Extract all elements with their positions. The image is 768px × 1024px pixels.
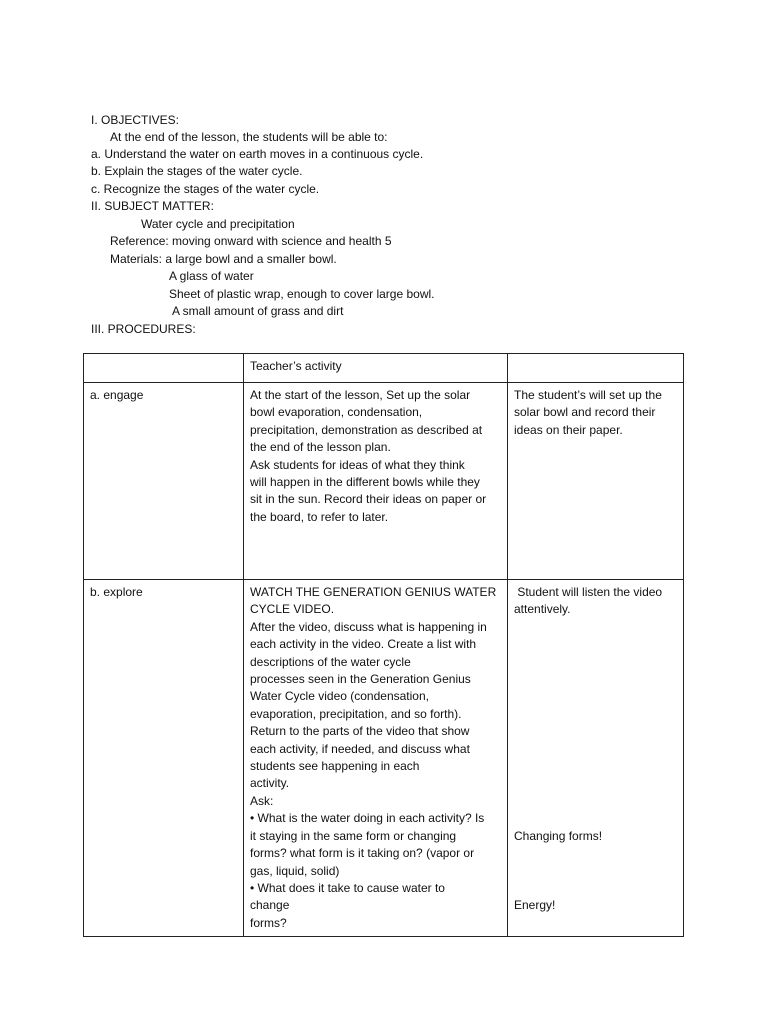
header-cell-student xyxy=(508,354,684,383)
teacher-activity-line: processes seen in the Generation Genius xyxy=(250,672,471,687)
teacher-activity-line: the board, to refer to later. xyxy=(250,509,389,524)
stage-label: b. explore xyxy=(90,585,143,599)
teacher-activity-line: change xyxy=(250,898,290,913)
teacher-activity-line: it staying in the same form or changing xyxy=(250,828,457,843)
procedures-table xyxy=(83,353,684,937)
objective-item: b. Explain the stages of the water cycle. xyxy=(91,164,303,178)
subject-matter-heading: II. SUBJECT MATTER: xyxy=(91,199,214,213)
student-activity-line: Student will listen the video xyxy=(514,585,663,599)
stage-cell xyxy=(84,383,244,580)
teacher-activity-cell xyxy=(244,580,508,937)
student-activity-cell xyxy=(508,580,684,937)
teacher-activity-line: CYCLE VIDEO. xyxy=(250,602,335,617)
subject-reference: Reference: moving onward with science and health 5 xyxy=(110,234,392,248)
teacher-activity-line: the end of the lesson plan. xyxy=(250,440,391,455)
header-cell-stage xyxy=(84,354,244,383)
objectives-intro: At the end of the lesson, the students will be able to: xyxy=(110,130,388,144)
table-row xyxy=(84,383,684,580)
teacher-activity-line: Return to the parts of the video that show xyxy=(250,724,470,739)
teacher-activity-line: bowl evaporation, condensation, xyxy=(250,405,423,420)
header-cell-teacher: Teacher’s activity xyxy=(244,354,508,383)
teacher-activity-line: activity. xyxy=(250,776,290,791)
objectives-heading: I. OBJECTIVES: xyxy=(91,113,180,127)
teacher-activity-cell xyxy=(244,383,508,580)
teacher-activity-line: • What is the water doing in each activity? Is xyxy=(250,811,485,826)
student-activity-cell xyxy=(508,383,684,580)
materials-item: A glass of water xyxy=(169,269,254,283)
student-activity-line: attentively. xyxy=(514,602,571,617)
stage-label: a. engage xyxy=(90,388,144,402)
teacher-activity-line: evaporation, precipitation, and so forth). xyxy=(250,706,462,721)
teacher-activity-line: forms? what form is it taking on? (vapor or xyxy=(250,846,475,861)
student-activity-line: ideas on their paper. xyxy=(514,422,623,437)
teacher-activity-line: gas, liquid, solid) xyxy=(250,863,340,878)
teacher-activity-line: Water Cycle video (condensation, xyxy=(250,689,429,704)
teacher-activity-line: precipitation, demonstration as described at xyxy=(250,422,483,437)
materials-item: Materials: a large bowl and a smaller bowl. xyxy=(110,252,337,266)
stage-cell xyxy=(84,580,244,937)
teacher-activity-line: Ask students for ideas of what they think xyxy=(250,457,465,472)
subject-topic: Water cycle and precipitation xyxy=(141,217,295,231)
teacher-activity-line: will happen in the different bowls while they xyxy=(250,475,480,490)
teacher-activity-line: each activity, if needed, and discuss what xyxy=(250,741,470,756)
student-activity-line: solar bowl and record their xyxy=(514,405,656,420)
materials-item: A small amount of grass and dirt xyxy=(172,304,344,318)
table-row xyxy=(84,580,684,937)
teacher-activity-line: WATCH THE GENERATION GENIUS WATER xyxy=(250,585,497,599)
student-answer: Changing forms! xyxy=(514,828,603,843)
procedures-heading: III. PROCEDURES: xyxy=(91,322,196,336)
table-header-row xyxy=(84,354,684,383)
teacher-activity-line: students see happening in each xyxy=(250,759,420,774)
teacher-activity-line: Ask: xyxy=(250,793,274,808)
teacher-activity-line: At the start of the lesson, Set up the solar xyxy=(250,388,471,402)
student-activity-line: The student’s will set up the xyxy=(514,388,662,402)
teacher-activity-line: each activity in the video. Create a list with xyxy=(250,637,477,652)
teacher-activity-line: forms? xyxy=(250,915,287,930)
objective-item: c. Recognize the stages of the water cycle. xyxy=(91,182,320,196)
student-answer: Energy! xyxy=(514,898,556,913)
teacher-activity-line: • What does it take to cause water to xyxy=(250,880,445,895)
teacher-activity-line: After the video, discuss what is happening in xyxy=(250,619,487,634)
materials-item: Sheet of plastic wrap, enough to cover large bowl. xyxy=(169,287,435,301)
teacher-activity-line: descriptions of the water cycle xyxy=(250,654,411,669)
teacher-activity-line: sit in the sun. Record their ideas on paper or xyxy=(250,492,487,507)
objective-item: a. Understand the water on earth moves in a continuous cycle. xyxy=(91,147,424,161)
